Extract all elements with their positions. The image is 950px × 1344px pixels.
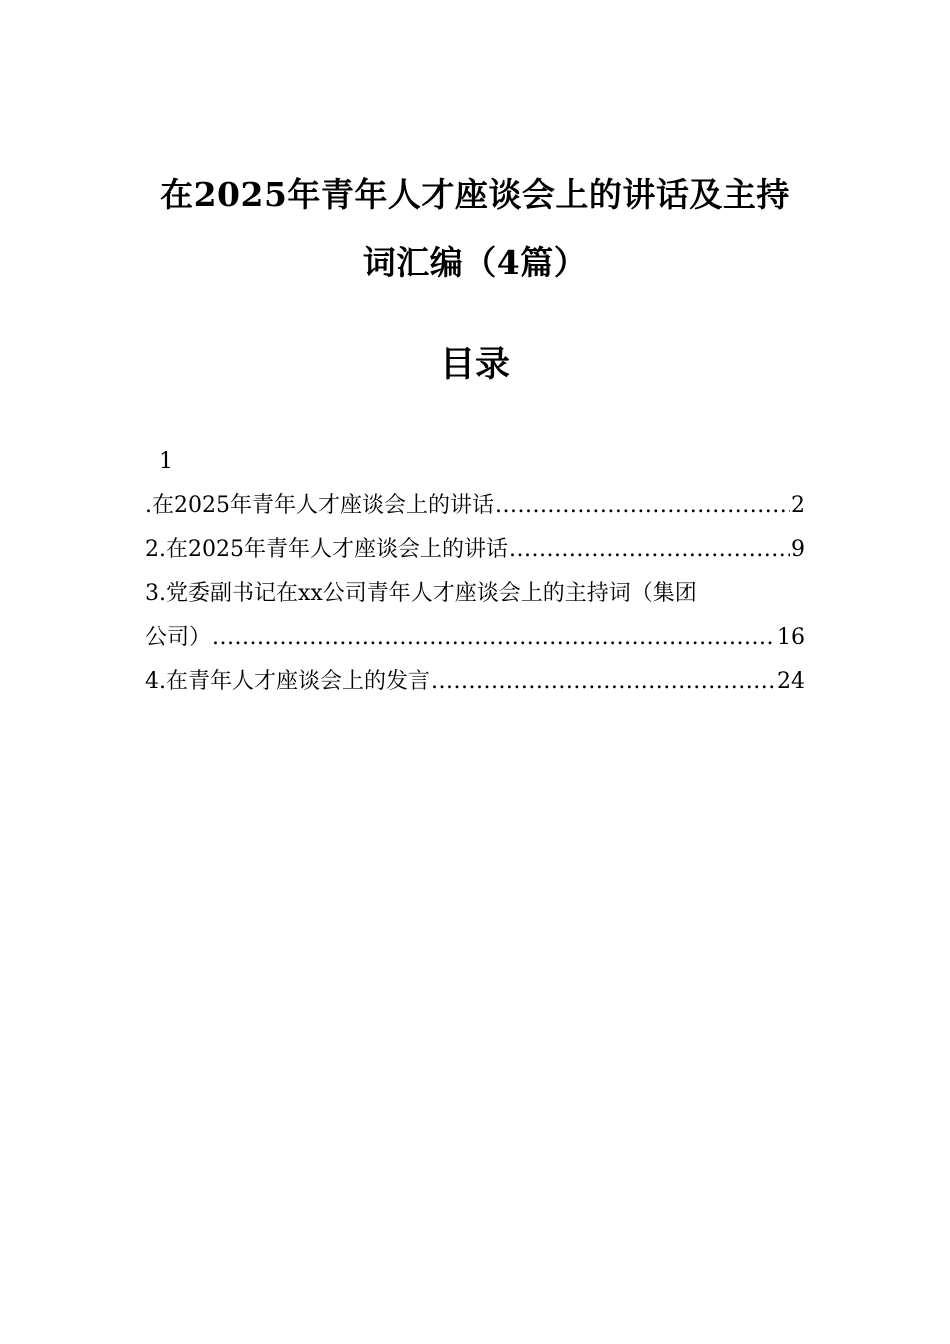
document-title-line-2: 词汇编（4篇） — [362, 243, 588, 282]
toc-entry-3-text-line-1: 3.党委副书记在xx公司青年人才座谈会上的主持词（集团 — [145, 581, 697, 606]
toc-entry-4[interactable] — [145, 660, 805, 704]
toc-entry-1[interactable] — [145, 484, 805, 528]
toc-leader-dots — [495, 484, 790, 528]
toc-entry-3-text-line-2: 公司） — [145, 625, 212, 650]
toc-entry-1-number: 1 — [159, 449, 173, 474]
toc-entry-2-text: 2.在2025年青年人才座谈会上的讲话 — [145, 537, 508, 562]
toc-entry-3-line-2[interactable] — [145, 616, 805, 660]
toc-entry-2-page: 9 — [791, 537, 805, 562]
toc-entry-3-line-1[interactable] — [145, 572, 805, 616]
table-of-contents — [145, 440, 805, 704]
toc-entry-1-page: 2 — [791, 493, 805, 518]
toc-entry-2[interactable] — [145, 528, 805, 572]
toc-leader-dots — [212, 616, 776, 660]
toc-entry-1-number-line — [145, 440, 805, 484]
toc-entry-4-page: 24 — [777, 669, 805, 694]
toc-heading: 目录 — [439, 344, 510, 385]
toc-entry-3-page: 16 — [777, 625, 805, 650]
toc-entry-1-text: .在2025年青年人才座谈会上的讲话 — [145, 493, 494, 518]
toc-entry-4-text: 4.在青年人才座谈会上的发言 — [145, 669, 430, 694]
toc-leader-dots — [509, 528, 790, 572]
toc-leader-dots — [431, 660, 776, 704]
document-title-line-1: 在2025年青年人才座谈会上的讲话及主持 — [160, 175, 790, 214]
